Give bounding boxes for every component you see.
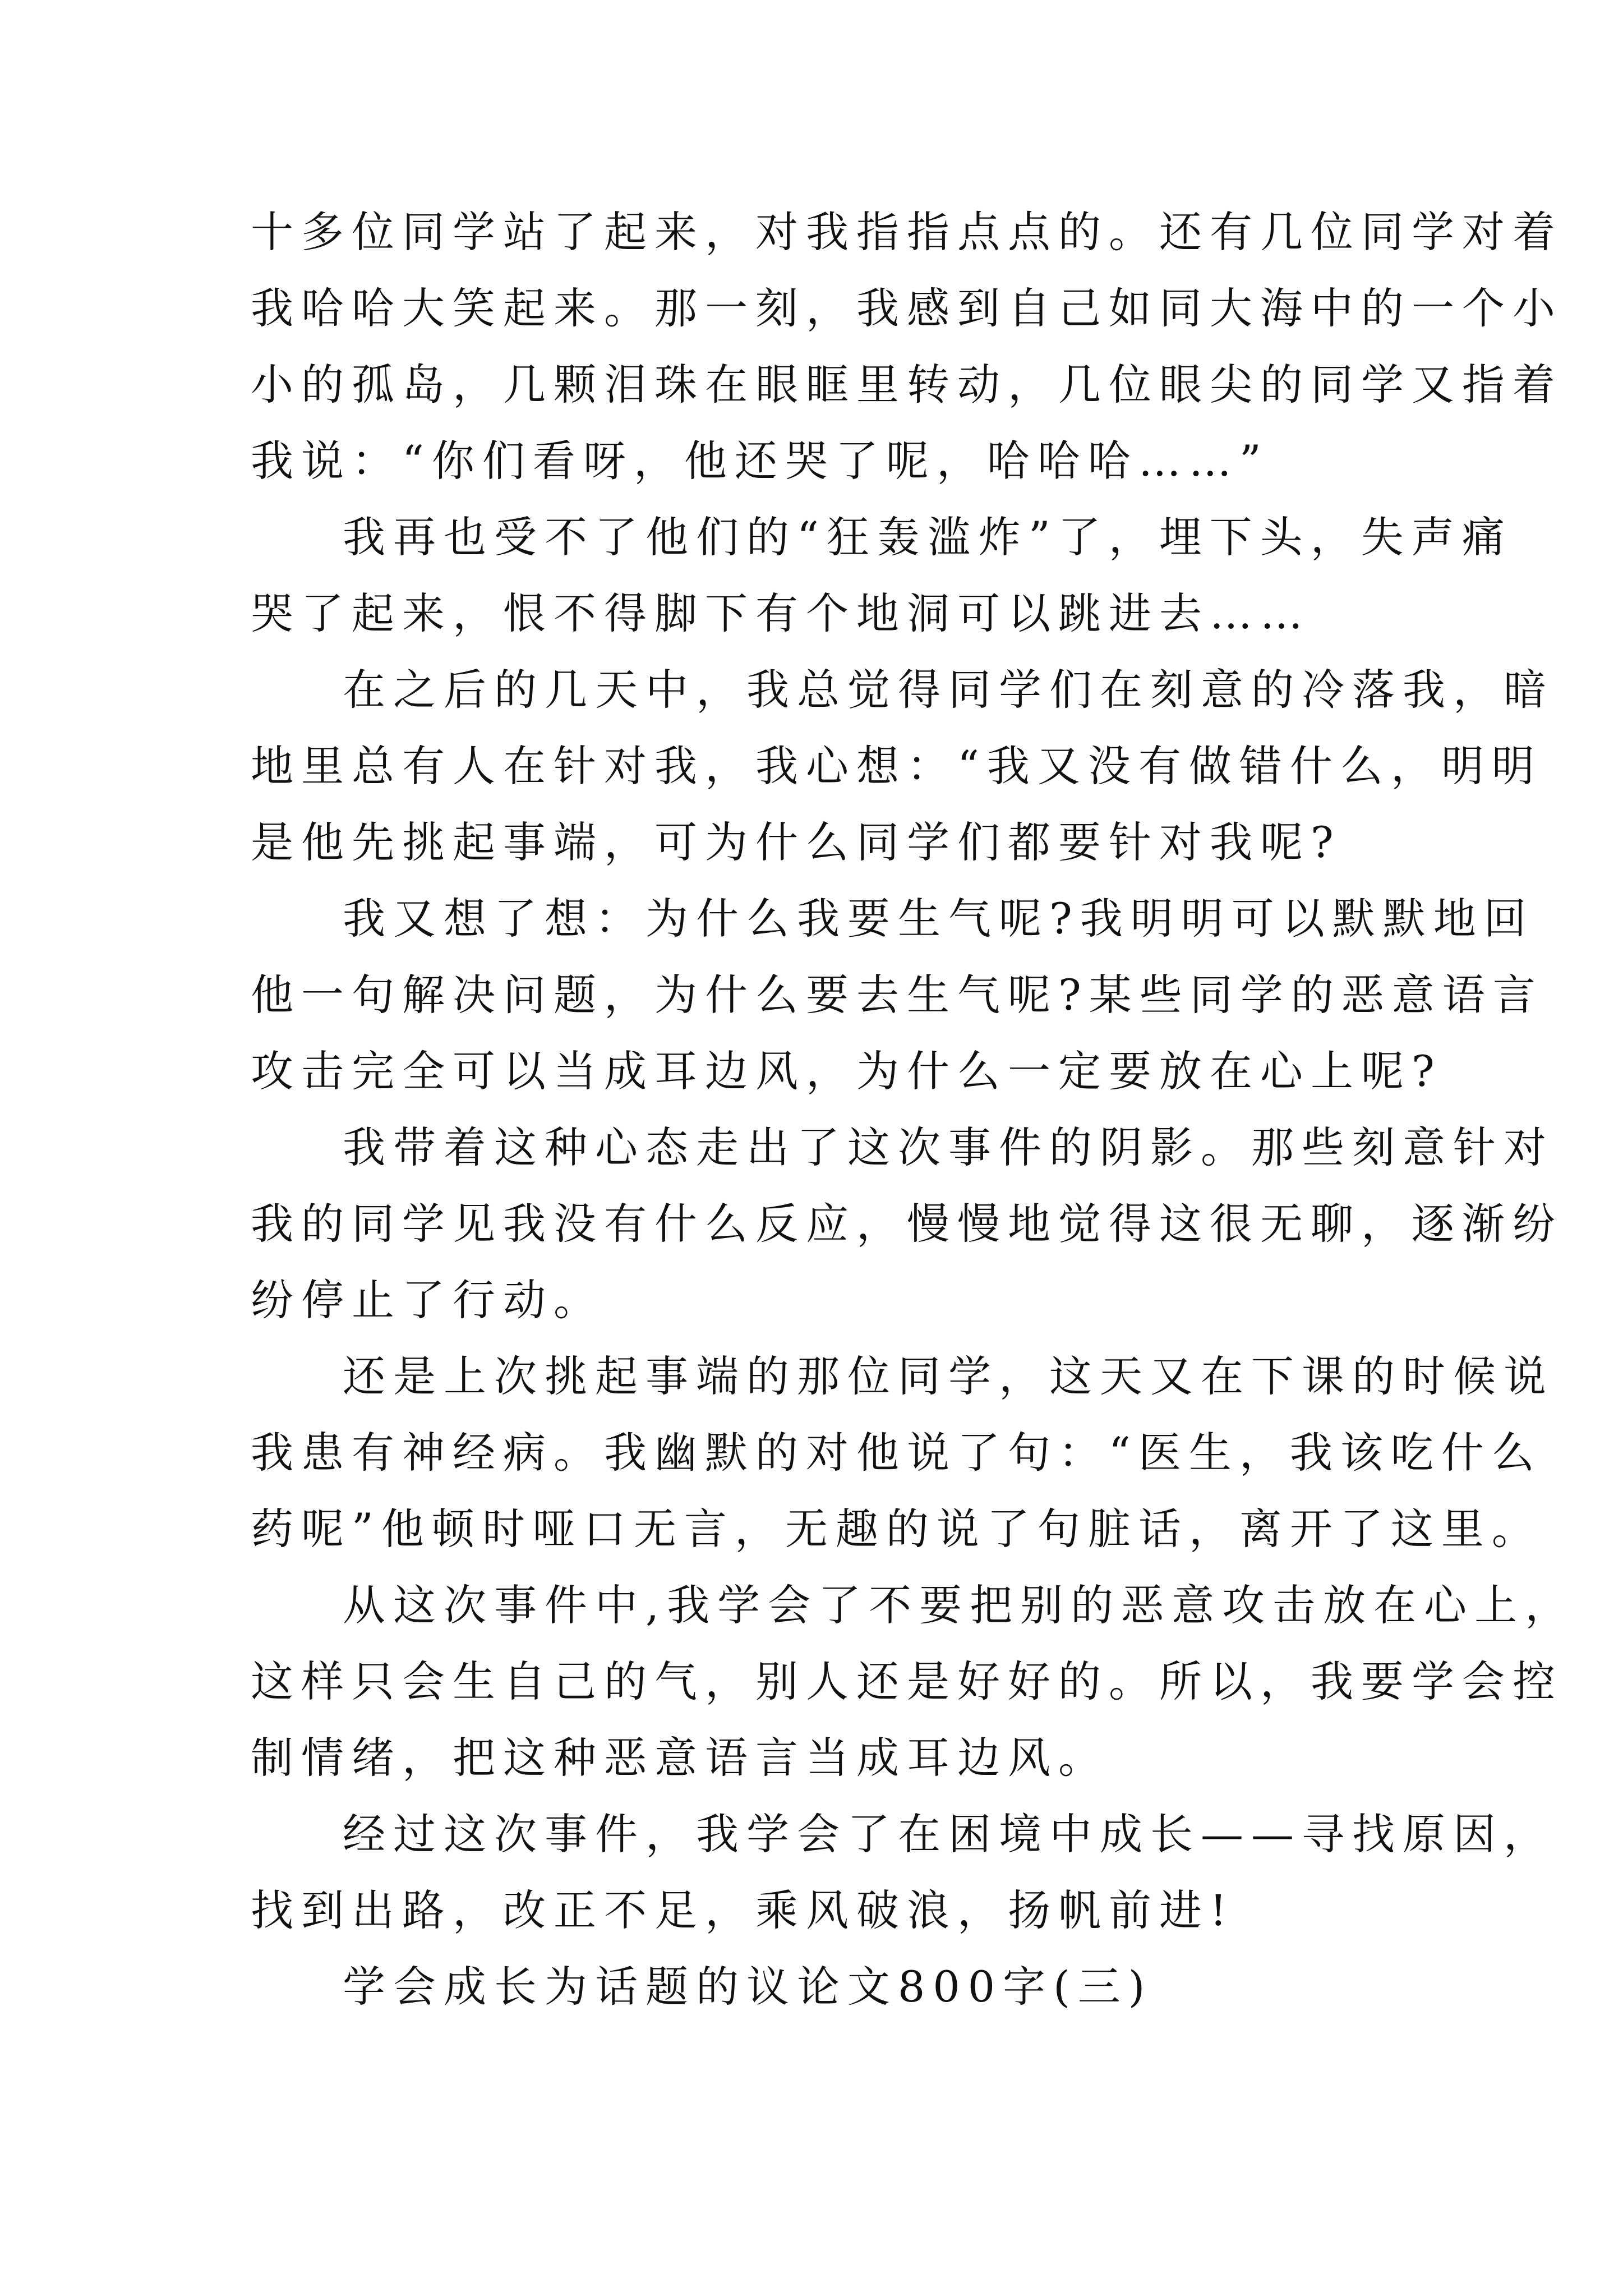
text-line: 十多位同学站了起来，对我指指点点的。还有几位同学对着 bbox=[251, 207, 1563, 257]
paragraph-start-line: 从这次事件中,我学会了不要把别的恶意攻击放在心上， bbox=[343, 1580, 1576, 1630]
text-line: 我说：“你们看呀，他还哭了呢，哈哈哈……” bbox=[251, 436, 1269, 486]
paragraph-start-line: 经过这次事件，我学会了在困境中成长——寻找原因， bbox=[343, 1809, 1554, 1859]
text-line: 他一句解决问题，为什么要去生气呢?某些同学的恶意语言 bbox=[251, 970, 1543, 1020]
text-line: 小的孤岛，几颗泪珠在眼眶里转动，几位眼尖的同学又指着 bbox=[251, 360, 1563, 409]
paragraph-start-line: 我带着这种心态走出了这次事件的阴影。那些刻意针对 bbox=[343, 1122, 1554, 1172]
section-heading: 学会成长为话题的议论文800字(三) bbox=[343, 1962, 1153, 2012]
paragraph-start-line: 我再也受不了他们的“狂轰滥炸”了，埋下头，失声痛 bbox=[343, 512, 1513, 562]
text-line: 是他先挑起事端，可为什么同学们都要针对我呢? bbox=[251, 817, 1341, 867]
text-line: 我的同学见我没有什么反应，慢慢地觉得这很无聊，逐渐纷 bbox=[251, 1199, 1563, 1249]
text-line: 找到出路，改正不足，乘风破浪，扬帆前进! bbox=[251, 1885, 1235, 1935]
text-line: 药呢”他顿时哑口无言，无趣的说了句脏话，离开了这里。 bbox=[251, 1504, 1542, 1554]
text-line: 我患有神经病。我幽默的对他说了句：“医生，我该吃什么 bbox=[251, 1428, 1542, 1478]
text-line: 制情绪，把这种恶意语言当成耳边风。 bbox=[251, 1733, 1109, 1783]
body-text bbox=[251, 194, 1576, 2025]
paragraph-start-line: 还是上次挑起事端的那位同学，这天又在下课的时候说 bbox=[343, 1351, 1554, 1401]
text-line: 地里总有人在针对我，我心想：“我又没有做错什么，明明 bbox=[251, 741, 1542, 791]
text-line: 这样只会生自己的气，别人还是好好的。所以，我要学会控 bbox=[251, 1657, 1563, 1706]
paragraph-start-line: 我又想了想：为什么我要生气呢?我明明可以默默地回 bbox=[343, 894, 1534, 944]
text-line: 我哈哈大笑起来。那一刻，我感到自己如同大海中的一个小 bbox=[251, 283, 1563, 333]
text-line: 哭了起来，恨不得脚下有个地洞可以跳进去…… bbox=[251, 588, 1311, 638]
paragraph-start-line: 在之后的几天中，我总觉得同学们在刻意的冷落我，暗 bbox=[343, 665, 1554, 715]
text-line: 纷停止了行动。 bbox=[251, 1275, 604, 1325]
text-line: 攻击完全可以当成耳边风，为什么一定要放在心上呢? bbox=[251, 1046, 1442, 1096]
